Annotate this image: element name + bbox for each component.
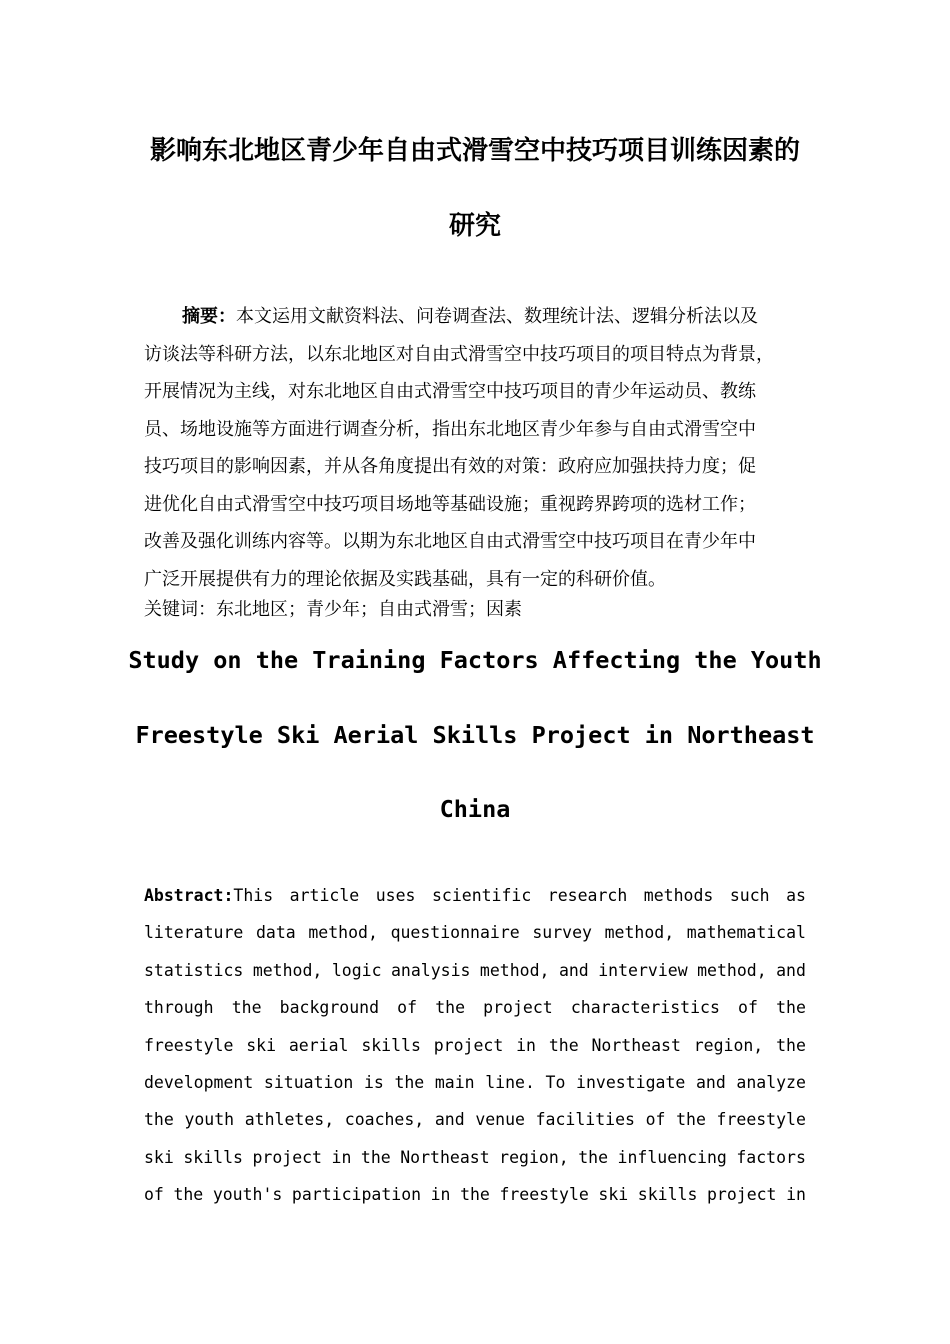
english-abstract-word: region, <box>693 1035 764 1055</box>
english-abstract-word: the <box>435 998 466 1018</box>
chinese-abstract-line: 进优化自由式滑雪空中技巧项目场地等基础设施；重视跨界跨项的选材工作； <box>144 493 756 515</box>
english-abstract <box>144 882 806 1219</box>
english-abstract-word: and <box>434 1110 465 1130</box>
chinese-abstract-text: 本文运用文献资料法、问卷调查法、数理统计法、逻辑分析法以及 <box>236 306 758 327</box>
english-title-line-2: Freestyle Ski Aerial Skills Project in Northeast <box>135 721 815 749</box>
english-abstract-line <box>144 1144 806 1181</box>
english-abstract-word: project <box>706 1185 777 1205</box>
english-abstract-word: method, <box>308 923 378 943</box>
english-abstract-word: influencing <box>617 1147 727 1167</box>
english-abstract-word: athletes, <box>244 1110 335 1130</box>
english-abstract-word: skills <box>637 1185 698 1205</box>
english-abstract-word: the <box>776 998 806 1018</box>
chinese-abstract <box>144 298 806 598</box>
chinese-abstract-label: 摘要： <box>182 306 236 327</box>
english-abstract-word: literature <box>144 923 244 943</box>
english-abstract-word: scientific <box>431 886 532 905</box>
english-abstract-word: survey <box>532 923 592 943</box>
english-abstract-word: aerial <box>288 1035 349 1055</box>
english-abstract-word: ski <box>144 1147 174 1167</box>
english-abstract-word: method, <box>604 923 675 943</box>
english-abstract-word: the <box>144 1110 174 1130</box>
chinese-keywords: 关键词：东北地区；青少年；自由式滑雪；因素 <box>144 599 522 620</box>
english-abstract-line <box>144 1032 806 1069</box>
english-abstract-word: the <box>231 998 262 1018</box>
chinese-title-line-1: 影响东北地区青少年自由式滑雪空中技巧项目训练因素的 <box>149 136 800 166</box>
english-abstract-word: factors <box>736 1147 806 1167</box>
english-abstract-word: in <box>786 1185 806 1205</box>
english-abstract-word: ski <box>598 1185 629 1205</box>
english-abstract-word: skills <box>183 1147 243 1167</box>
english-abstract-word: facilities <box>535 1110 635 1130</box>
english-abstract-word: project <box>483 998 553 1018</box>
english-abstract-word: Northeast <box>400 1147 490 1167</box>
english-abstract-line <box>144 1069 806 1106</box>
chinese-abstract-line: 广泛开展提供有力的理论依据及实践基础，具有一定的科研价值。 <box>144 568 666 590</box>
chinese-abstract-line <box>144 298 806 336</box>
english-abstract-line <box>144 919 806 956</box>
english-abstract-word: and <box>558 960 589 980</box>
english-abstract-word: venue <box>475 1110 525 1130</box>
english-abstract-word: in <box>331 1147 352 1167</box>
english-abstract-word: skills <box>361 1035 421 1055</box>
english-abstract-word: analysis <box>390 960 471 980</box>
english-abstract-word: the <box>776 1035 806 1055</box>
english-abstract-word: through <box>144 998 214 1018</box>
english-abstract-line <box>144 957 806 994</box>
english-abstract-word: as <box>786 886 806 905</box>
english-abstract-word: region, <box>499 1147 569 1167</box>
chinese-title-line-2: 研究 <box>448 211 501 241</box>
english-abstract-word: youth <box>184 1110 235 1130</box>
english-abstract-word: Abstract:This <box>144 886 274 905</box>
english-abstract-word: freestyle <box>144 1035 234 1055</box>
english-abstract-word: project <box>252 1147 322 1167</box>
chinese-abstract-line: 访谈法等科研方法，以东北地区对自由式滑雪空中技巧项目的项目特点为背景， <box>144 343 774 365</box>
english-abstract-word: method, <box>697 960 767 980</box>
english-abstract-word: investigate <box>576 1072 686 1092</box>
english-abstract-word: coaches, <box>344 1110 425 1130</box>
english-abstract-word: ski <box>246 1035 277 1055</box>
english-abstract-word: interview <box>598 960 688 980</box>
english-abstract-word: situation <box>263 1072 354 1092</box>
english-abstract-word: the <box>173 1185 204 1205</box>
english-abstract-word: development <box>144 1072 254 1092</box>
english-abstract-word: article <box>289 886 360 905</box>
english-abstract-word: methods <box>643 886 714 905</box>
english-abstract-word: such <box>729 886 770 905</box>
english-title-line-1: Study on the Training Factors Affecting the Youth <box>128 646 822 674</box>
english-abstract-word: method, <box>479 960 550 980</box>
english-abstract-word: questionnaire <box>390 923 520 943</box>
english-abstract-line <box>144 1181 806 1218</box>
english-abstract-word: the <box>578 1147 609 1167</box>
english-abstract-word: freestyle <box>716 1110 806 1130</box>
english-abstract-word: and <box>695 1072 726 1092</box>
english-abstract-word: is <box>363 1072 384 1092</box>
english-abstract-word: mathematical <box>686 923 806 943</box>
english-abstract-word: of <box>645 1110 666 1130</box>
english-abstract-word: the <box>548 1035 579 1055</box>
english-abstract-word: the <box>394 1072 425 1092</box>
english-abstract-word: in <box>430 1185 451 1205</box>
chinese-abstract-line: 改善及强化训练内容等。以期为东北地区自由式滑雪空中技巧项目在青少年中 <box>144 531 756 552</box>
english-abstract-word: in <box>516 1035 536 1055</box>
chinese-abstract-line: 开展情况为主线，对东北地区自由式滑雪空中技巧项目的青少年运动员、教练 <box>144 381 756 402</box>
english-abstract-word: the <box>676 1110 706 1130</box>
chinese-abstract-line: 员、场地设施等方面进行调查分析，指出东北地区青少年参与自由式滑雪空中 <box>144 418 756 440</box>
english-abstract-word: youth's <box>212 1185 283 1205</box>
english-abstract-word: and <box>776 960 806 980</box>
english-abstract-word: Northeast <box>591 1035 681 1055</box>
english-abstract-word: statistics <box>144 960 244 980</box>
english-abstract-word: the <box>360 1147 391 1167</box>
english-title-line-3: China <box>439 795 511 823</box>
english-abstract-word: analyze <box>736 1072 806 1092</box>
english-abstract-word: To <box>545 1072 566 1092</box>
english-abstract-word: research <box>547 886 628 905</box>
english-abstract-word: of <box>397 998 418 1018</box>
english-abstract-line <box>144 1106 806 1143</box>
english-abstract-word: project <box>433 1035 504 1055</box>
chinese-abstract-line: 技巧项目的影响因素，并从各角度提出有效的对策：政府应加强扶持力度；促 <box>144 456 756 477</box>
english-abstract-word: main <box>434 1072 475 1092</box>
english-abstract-word: data <box>255 923 296 943</box>
english-abstract-line <box>144 882 806 919</box>
english-abstract-word: method, <box>252 960 323 980</box>
english-abstract-word: logic <box>331 960 382 980</box>
english-abstract-word: characteristics <box>570 998 720 1018</box>
english-abstract-word: freestyle <box>499 1185 589 1205</box>
english-abstract-word: of <box>738 998 758 1018</box>
english-abstract-word: line. <box>485 1072 535 1092</box>
english-abstract-word: the <box>460 1185 490 1205</box>
english-abstract-word: participation <box>291 1185 422 1205</box>
english-abstract-word: uses <box>375 886 416 905</box>
english-abstract-label: Abstract: <box>144 886 234 905</box>
english-abstract-word: background <box>279 998 380 1018</box>
english-abstract-line <box>144 994 806 1031</box>
english-abstract-word: of <box>144 1185 164 1205</box>
